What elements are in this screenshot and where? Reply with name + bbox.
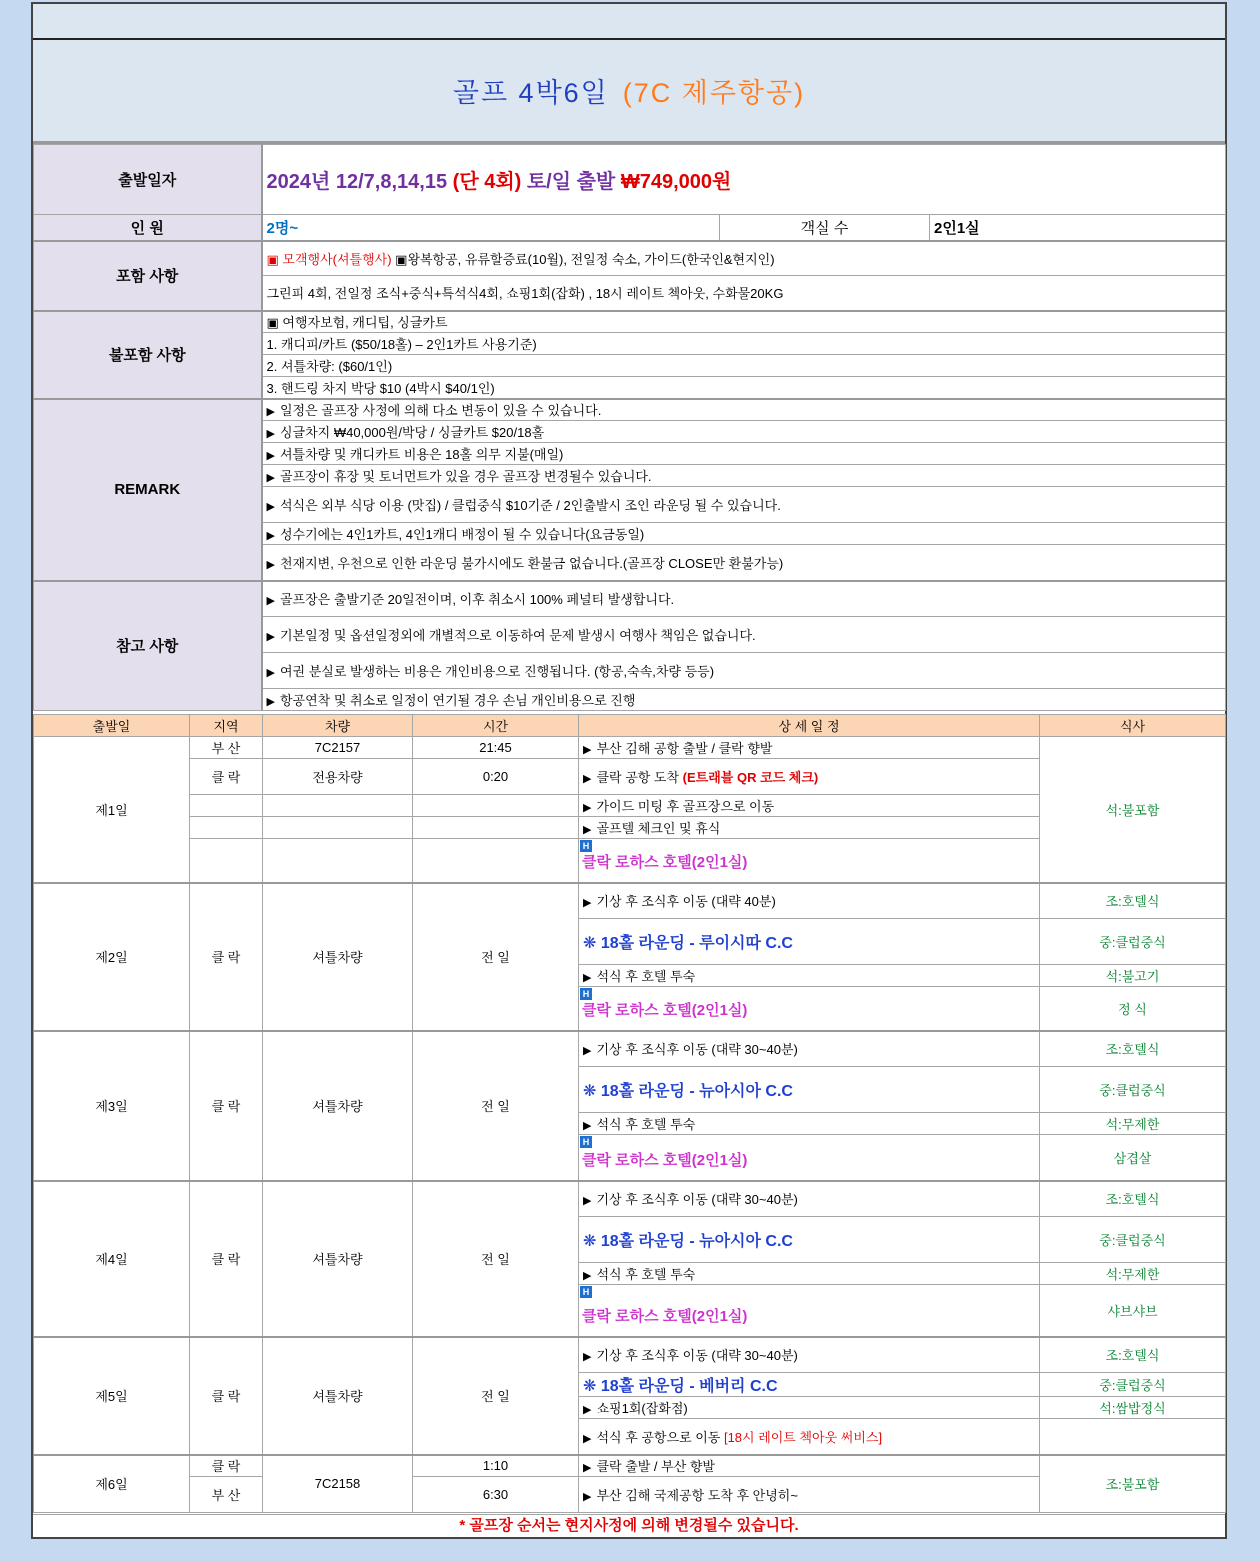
- arrow-icon: ▶: [583, 1462, 592, 1475]
- header-time: 시간: [413, 715, 579, 737]
- detail-cell: ▶ 부산 김해 국제공항 도착 후 안녕히~: [579, 1477, 1040, 1513]
- excluded-line: 3. 핸드링 차지 박당 $10 (4박시 $40/1인): [262, 377, 1226, 399]
- arrow-icon: ▶: [266, 530, 275, 542]
- page-title: [33, 40, 1225, 144]
- remark-line: ▶ 성수기에는 4인1카트, 4인1캐디 배정이 될 수 있습니다(요금동일): [262, 523, 1226, 545]
- arrow-icon: ▶: [583, 744, 592, 756]
- header-detail: 상 세 일 정: [579, 715, 1040, 737]
- meal-cell: 조:호텔식: [1040, 1337, 1226, 1373]
- departure-times: (단 4회): [452, 171, 522, 193]
- region-cell: 클 락: [190, 883, 263, 1031]
- arrow-icon: ▶: [266, 428, 275, 440]
- header-meal: 식사: [1040, 715, 1226, 737]
- day-label: 제4일: [34, 1181, 190, 1337]
- excluded-line: 1. 캐디피/카트 ($50/18홀) – 2인1카트 사용기준): [262, 333, 1226, 355]
- remark-label: REMARK: [34, 399, 262, 581]
- included-rest: ▣왕복항공, 유류할증료(10월), 전일정 숙소, 가이드(한국인&현지인): [395, 251, 775, 267]
- remark-line: ▶ 일정은 골프장 사정에 의해 다소 변동이 있을 수 있습니다.: [262, 399, 1226, 421]
- meal-cell: 조:호텔식: [1040, 1031, 1226, 1067]
- time-cell: 전 일: [413, 1031, 579, 1181]
- excluded-line: ▣ 여행자보험, 캐디팁, 싱글카트: [262, 311, 1226, 333]
- included-highlight: ▣ 모객행사(셔틀행사): [266, 251, 392, 267]
- empty-cell: [263, 817, 413, 839]
- hotel-icon: H: [580, 1136, 592, 1148]
- vehicle-cell: 7C2158: [263, 1455, 413, 1513]
- people-label: 인 원: [34, 215, 262, 241]
- empty-cell: [190, 795, 263, 817]
- excluded-line: 2. 셔틀차량: ($60/1인): [262, 355, 1226, 377]
- meal-cell: 조:불포함: [1040, 1455, 1226, 1513]
- detail-cell: ▶ 기상 후 조식후 이동 (대략 30~40분): [579, 1181, 1040, 1217]
- vehicle-cell: 셔틀차량: [263, 883, 413, 1031]
- vehicle-cell: 7C2157: [263, 737, 413, 759]
- empty-cell: [1040, 1419, 1226, 1455]
- arrow-icon: ▶: [583, 1270, 592, 1282]
- arrow-icon: ▶: [583, 1120, 592, 1132]
- vehicle-cell: 셔틀차량: [263, 1337, 413, 1455]
- arrow-icon: ▶: [266, 472, 275, 484]
- arrow-icon: ▶: [266, 558, 275, 571]
- people-value: 2명~: [262, 215, 720, 241]
- meal-cell: 석:쌈밥정식: [1040, 1397, 1226, 1419]
- hotel-cell: [579, 1285, 1040, 1337]
- region-cell: 클 락: [190, 1031, 263, 1181]
- meal-cell: 조:호텔식: [1040, 1181, 1226, 1217]
- meal-cell: 석:불포함: [1040, 737, 1226, 883]
- schedule-table: [33, 714, 1226, 1513]
- empty-cell: [263, 839, 413, 883]
- detail-cell: ▶ 기상 후 조식후 이동 (대략 30~40분): [579, 1031, 1040, 1067]
- meal-cell: 중:클럽중식: [1040, 1373, 1226, 1397]
- arrow-icon: ▶: [583, 1045, 592, 1058]
- arrow-icon: ▶: [266, 667, 275, 679]
- empty-cell: [190, 817, 263, 839]
- document-frame: [31, 2, 1227, 1539]
- hotel-name: 클락 로하스 호텔(2인1실): [582, 1151, 748, 1169]
- time-cell: 0:20: [413, 759, 579, 795]
- detail-cell: ▶ 부산 김해 공항 출발 / 클락 향발: [579, 737, 1040, 759]
- empty-cell: [263, 795, 413, 817]
- meal-cell: 석:무제한: [1040, 1113, 1226, 1135]
- remark-line: ▶ 골프장이 휴장 및 토너먼트가 있을 경우 골프장 변경될수 있습니다.: [262, 465, 1226, 487]
- detail-cell: ▶ 쇼핑1회(잡화점): [579, 1397, 1040, 1419]
- round-cell: ❋ 18홀 라운딩 - 루이시따 C.C: [579, 919, 1040, 965]
- notes-line: ▶ 기본일정 및 옵션일정외에 개별적으로 이동하여 문제 발생시 여행사 책임은 없습니다.: [262, 617, 1226, 653]
- arrow-icon: ▶: [583, 802, 592, 814]
- hotel-cell: [579, 839, 1040, 883]
- arrow-icon: ▶: [583, 1491, 592, 1503]
- region-cell: 클 락: [190, 1455, 263, 1477]
- detail-cell: ▶ 기상 후 조식후 이동 (대략 30~40분): [579, 1337, 1040, 1373]
- departure-value: [262, 145, 1226, 215]
- included-line-2: 그린피 4회, 전일정 조식+중식+특석식4회, 쇼핑1회(잡화) , 18시 레이트 첵아웃, 수화물20KG: [262, 276, 1226, 311]
- day-label: 제3일: [34, 1031, 190, 1181]
- arrow-icon: ▶: [266, 696, 275, 708]
- day-label: 제6일: [34, 1455, 190, 1513]
- detail-cell: ▶ 석식 후 호텔 투숙: [579, 965, 1040, 987]
- detail-cell: ▶ 석식 후 공항으로 이동 [18시 레이트 첵아웃 써비스]: [579, 1419, 1040, 1455]
- title-main: 골프 4박6일: [452, 78, 609, 108]
- hotel-cell: [579, 1135, 1040, 1181]
- remark-line: ▶ 석식은 외부 식당 이용 (맛집) / 클럽중식 $10기준 / 2인출발시 조인 라운딩 될 수 있습니다.: [262, 487, 1226, 523]
- included-line-1: [262, 241, 1226, 276]
- info-table: [33, 144, 1226, 711]
- arrow-icon: ▶: [583, 773, 592, 785]
- time-cell: 6:30: [413, 1477, 579, 1513]
- hotel-name: 클락 로하스 호텔(2인1실): [582, 853, 748, 871]
- round-cell: ❋ 18홀 라운딩 - 베버리 C.C: [579, 1373, 1040, 1397]
- arrow-icon: ▶: [583, 1195, 592, 1208]
- excluded-label: 불포함 사항: [34, 311, 262, 399]
- qr-note: (E트래블 QR 코드 체크): [682, 770, 819, 785]
- header-region: 지역: [190, 715, 263, 737]
- empty-cell: [413, 817, 579, 839]
- notes-line: ▶ 여권 분실로 발생하는 비용은 개인비용으로 진행됩니다. (항공,숙속,차량 등등): [262, 653, 1226, 689]
- included-label: 포함 사항: [34, 241, 262, 311]
- region-cell: 클 락: [190, 1337, 263, 1455]
- empty-cell: [190, 839, 263, 883]
- arrow-icon: ▶: [266, 501, 275, 513]
- empty-cell: [413, 839, 579, 883]
- region-cell: 클 락: [190, 1181, 263, 1337]
- meal-cell: 석:불고기: [1040, 965, 1226, 987]
- meal-cell: 중:클럽중식: [1040, 1217, 1226, 1263]
- header-vehicle: 차량: [263, 715, 413, 737]
- footer-note: * 골프장 순서는 현지사정에 의해 변경될수 있습니다.: [33, 1514, 1225, 1537]
- hotel-name: 클락 로하스 호텔(2인1실): [582, 1307, 748, 1325]
- meal-cell: 조:호텔식: [1040, 883, 1226, 919]
- arrow-icon: ▶: [266, 631, 275, 643]
- hotel-icon: H: [580, 988, 592, 1000]
- arrow-icon: ▶: [583, 1404, 592, 1416]
- arrow-icon: ▶: [583, 824, 592, 836]
- region-cell: 부 산: [190, 1477, 263, 1513]
- departure-label: 출발일자: [34, 145, 262, 215]
- round-cell: ❋ 18홀 라운딩 - 뉴아시아 C.C: [579, 1217, 1040, 1263]
- arrow-icon: ▶: [583, 1351, 592, 1364]
- hotel-icon: H: [580, 1286, 592, 1298]
- day-label: 제5일: [34, 1337, 190, 1455]
- arrow-icon: ▶: [583, 897, 592, 910]
- detail-cell: ▶ 기상 후 조식후 이동 (대략 40분): [579, 883, 1040, 919]
- detail-cell: ▶ 골프텔 체크인 및 휴식: [579, 817, 1040, 839]
- round-cell: ❋ 18홀 라운딩 - 뉴아시아 C.C: [579, 1067, 1040, 1113]
- detail-cell: ▶ 클락 출발 / 부산 향발: [579, 1455, 1040, 1477]
- remark-line: ▶ 싱글차지 ₩40,000원/박당 / 싱글카트 $20/18홀: [262, 421, 1226, 443]
- time-cell: 전 일: [413, 1337, 579, 1455]
- detail-cell: ▶ 석식 후 호텔 투숙: [579, 1263, 1040, 1285]
- remark-line: ▶ 셔틀차량 및 캐디카트 비용은 18홀 의무 지불(매일): [262, 443, 1226, 465]
- empty-cell: [413, 795, 579, 817]
- meal-cell: 중:클럽중식: [1040, 919, 1226, 965]
- vehicle-cell: 셔틀차량: [263, 1181, 413, 1337]
- top-strip: [33, 4, 1225, 40]
- header-date: 출발일: [34, 715, 190, 737]
- notes-line: ▶ 골프장은 출발기준 20일전이며, 이후 취소시 100% 페널티 발생합니다.: [262, 581, 1226, 617]
- arrow-icon: ▶: [583, 1432, 592, 1445]
- meal-cell: 정 식: [1040, 987, 1226, 1031]
- departure-price: ₩749,000원: [620, 171, 732, 193]
- arrow-icon: ▶: [266, 450, 275, 462]
- time-cell: 전 일: [413, 1181, 579, 1337]
- meal-cell: 중:클럽중식: [1040, 1067, 1226, 1113]
- meal-cell: 샤브샤브: [1040, 1285, 1226, 1337]
- time-cell: 전 일: [413, 883, 579, 1031]
- arrow-icon: ▶: [266, 406, 275, 419]
- detail-cell: ▶ 클락 공항 도착 (E트래블 QR 코드 체크): [579, 759, 1040, 795]
- meal-cell: 석:무제한: [1040, 1263, 1226, 1285]
- region-cell: 부 산: [190, 737, 263, 759]
- time-cell: 1:10: [413, 1455, 579, 1477]
- departure-days: 토/일 출발: [526, 171, 616, 193]
- arrow-icon: ▶: [583, 972, 592, 984]
- vehicle-cell: 셔틀차량: [263, 1031, 413, 1181]
- detail-cell: ▶ 석식 후 호텔 투숙: [579, 1113, 1040, 1135]
- notes-label: 참고 사항: [34, 581, 262, 711]
- meal-cell: 삼겹살: [1040, 1135, 1226, 1181]
- remark-line: ▶ 천재지변, 우천으로 인한 라운딩 불가시에도 환불금 없습니다.(골프장 CLOSE만 환불가능): [262, 545, 1226, 581]
- vehicle-cell: 전용차량: [263, 759, 413, 795]
- hotel-name: 클락 로하스 호텔(2인1실): [582, 1001, 748, 1019]
- day-label: 제2일: [34, 883, 190, 1031]
- notes-line: ▶ 항공연착 및 취소로 일정이 연기될 경우 손님 개인비용으로 진행: [262, 689, 1226, 711]
- late-checkout-note: [18시 레이트 첵아웃 써비스]: [723, 1429, 883, 1445]
- room-label: 객실 수: [720, 215, 930, 241]
- hotel-icon: H: [580, 840, 592, 852]
- day-label: 제1일: [34, 737, 190, 883]
- hotel-cell: [579, 987, 1040, 1031]
- departure-dates: 2024년 12/7,8,14,15: [266, 171, 448, 193]
- room-value: 2인1실: [930, 215, 1226, 241]
- title-airline: (7C 제주항공): [622, 78, 806, 108]
- arrow-icon: ▶: [266, 595, 275, 608]
- detail-cell: ▶ 가이드 미팅 후 골프장으로 이동: [579, 795, 1040, 817]
- time-cell: 21:45: [413, 737, 579, 759]
- region-cell: 클 락: [190, 759, 263, 795]
